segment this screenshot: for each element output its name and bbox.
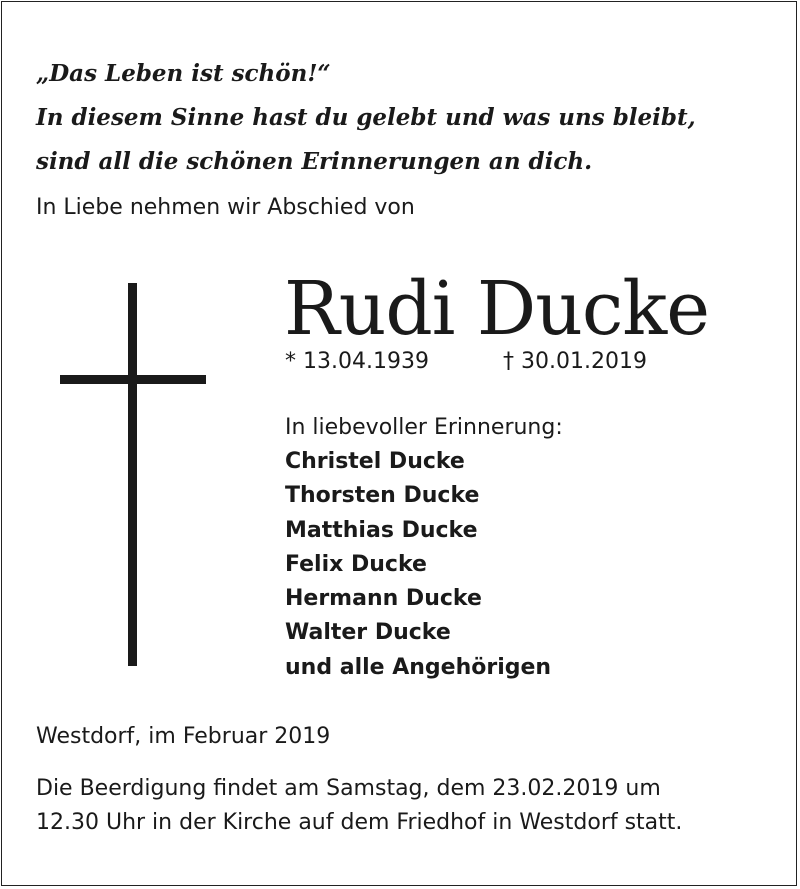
death-date: † 30.01.2019 [503,349,647,374]
funeral-notice [36,772,776,840]
mourner-name: Hermann Ducke [285,586,482,612]
memory-heading: In liebevoller Erinnerung: [285,415,563,440]
cross-vertical-bar [128,283,137,666]
place-date: Westdorf, im Februar 2019 [36,724,331,749]
mourner-name: und alle Angehörigen [285,654,552,680]
quote-line: „Das Leben ist schön!“ [36,60,331,87]
funeral-line: Die Beerdigung findet am Samstag, dem 23.02.2019 um [36,776,661,801]
mourner-name: Matthias Ducke [285,517,478,543]
quote-block [36,52,776,184]
quote-line: sind all die schönen Erinnerungen an dich. [36,148,593,175]
mourner-name: Thorsten Ducke [285,483,480,509]
cross-horizontal-bar [60,375,206,384]
quote-line: In diesem Sinne hast du gelebt und was uns bleibt, [36,104,696,131]
mourner-name: Felix Ducke [285,551,427,577]
mourner-name: Walter Ducke [285,620,451,646]
deceased-name: Rudi Ducke [284,266,710,352]
mourner-list [285,445,551,685]
mourner-name: Christel Ducke [285,449,465,474]
farewell-intro: In Liebe nehmen wir Abschied von [36,195,415,220]
birth-date: * 13.04.1939 [285,349,429,374]
funeral-line: 12.30 Uhr in der Kirche auf dem Friedhof in Westdorf statt. [36,810,683,835]
